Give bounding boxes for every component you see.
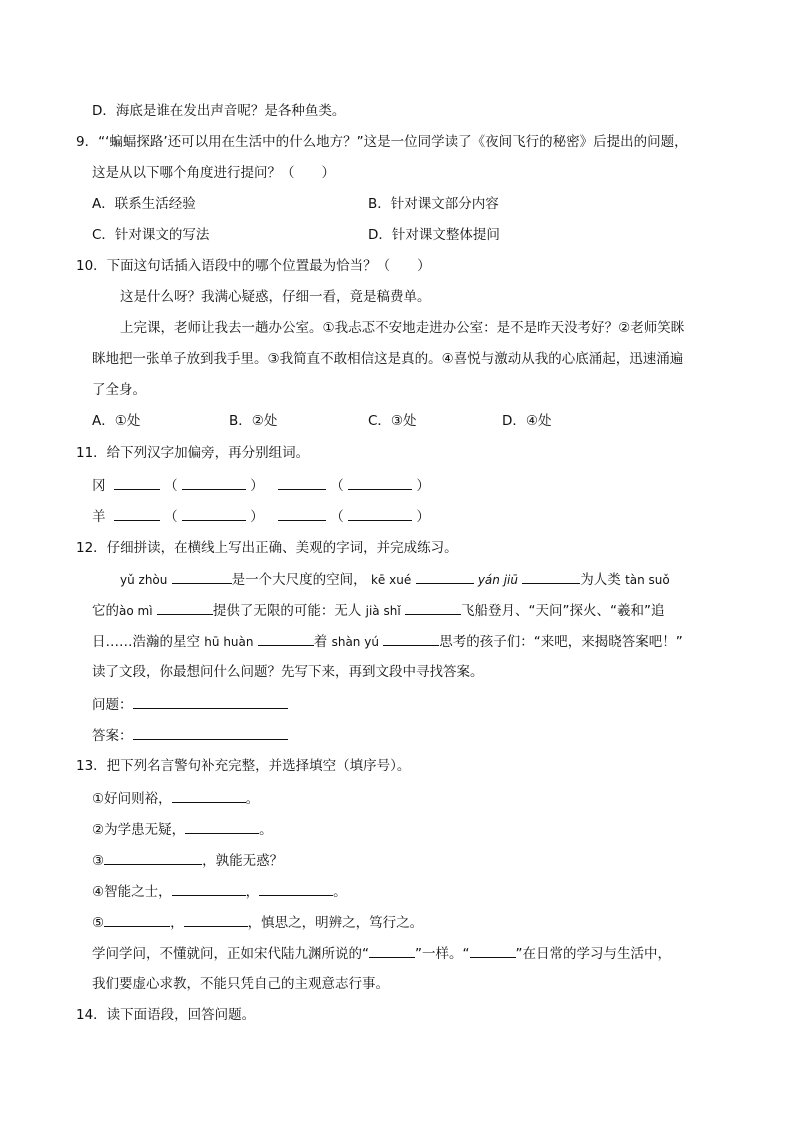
q10-sentence: 这是什么呀？我满心疑惑，仔细一看，竟是稿费单。 [120,289,431,305]
fill-blank[interactable] [470,943,516,958]
fill-blank[interactable] [259,881,333,896]
q11-char-gang: 冈 [92,478,106,494]
q11-radical-blank[interactable] [114,475,160,490]
pinyin-blank[interactable] [383,631,439,646]
fill-blank[interactable] [369,943,415,958]
pinyin-blank[interactable] [157,600,213,615]
q11-word-blank[interactable] [182,506,246,521]
answer-field[interactable] [133,725,288,740]
q13-item-3: ③ ，孰能无惑？ [92,850,283,871]
q8-option-d: D．海底是谁在发出声音呢？是各种鱼类。 [92,103,346,119]
q13-paragraph-line2: 我们要虚心求教，不能只凭自己的主观意志行事。 [92,976,389,992]
q12-passage-line2: 它的ào mì 提供了无限的可能：无人 jià shǐ 飞船登月、“天问”探火、“羲和”追 [92,600,664,621]
q11-radical-blank[interactable] [114,506,160,521]
q11-row-1: 冈 （ ） （ ） [92,475,430,496]
q11-word-blank[interactable] [348,475,412,490]
pinyin-blank[interactable] [405,600,461,615]
q10-option-b: B．②处 [229,413,278,429]
q13-paragraph-line1: 学问学问，不懂就问，正如宋代陆九渊所说的“ ”一样。“ ”在日常的学习与生活中， [92,943,671,964]
q9-option-b: B．针对课文部分内容 [368,196,499,212]
q12-question-row: 问题： [92,694,288,715]
q12-stem: 12．仔细拼读，在横线上写出正确、美观的字词，并完成练习。 [76,540,458,556]
q12-passage-line1: yǔ zhòu 是一个大尺度的空间， kē xué yán jiū 为人类 tàn suǒ [120,569,670,590]
q13-item-2: ②为学患无疑， 。 [92,819,273,840]
q9-stem-line2: 这是从以下哪个角度进行提问？（ ） [92,165,335,181]
q13-item-5: ⑤ ， ，慎思之，明辨之，笃行之。 [92,912,423,933]
q11-word-blank[interactable] [182,475,246,490]
fill-blank[interactable] [185,819,259,834]
q10-option-a: A．①处 [92,413,141,429]
q9-option-c: C．针对课文的写法 [92,227,210,243]
q10-paragraph-line3: 了全身。 [92,382,146,398]
q9-stem-line1: 9．“‘蝙蝠探路’还可以用在生活中的什么地方？”这是一位同学读了《夜间飞行的秘密》后提出的问题， [76,134,688,150]
q11-radical-blank[interactable] [278,506,326,521]
q13-stem: 13．把下列名言警句补充完整，并选择填空（填序号）。 [76,758,411,774]
q11-char-yang: 羊 [92,509,106,525]
q10-option-c: C．③处 [368,413,417,429]
q9-option-d: D．针对课文整体提问 [368,227,500,243]
question-answer-field[interactable] [133,694,288,709]
q9-option-a: A．联系生活经验 [92,196,196,212]
fill-blank[interactable] [172,881,246,896]
q11-radical-blank[interactable] [278,475,326,490]
pinyin-blank[interactable] [522,569,580,584]
q13-item-4: ④智能之士， ， 。 [92,881,347,902]
fill-blank[interactable] [184,912,248,927]
pinyin-blank[interactable] [258,631,314,646]
q11-word-blank[interactable] [348,506,412,521]
q12-instruction: 读了文段，你最想问什么问题？先写下来，再到文段中寻找答案。 [92,664,484,680]
fill-blank[interactable] [104,912,170,927]
q12-answer-row: 答案： [92,725,288,746]
pinyin-blank[interactable] [172,569,232,584]
q11-stem: 11．给下列汉字加偏旁，再分别组词。 [76,445,310,461]
fill-blank[interactable] [172,788,246,803]
q13-item-1: ①好问则裕， 。 [92,788,259,809]
q14-stem: 14．读下面语段，回答问题。 [76,1007,256,1023]
q10-paragraph-line1: 上完课，老师让我去一趟办公室。①我忐忑不安地走进办公室：是不是昨天没考好？②老师笑眯 [120,320,685,336]
q10-option-d: D．④处 [502,413,552,429]
pinyin-blank[interactable] [416,569,474,584]
fill-blank[interactable] [104,850,202,865]
q10-paragraph-line2: 眯地把一张单子放到我手里。③我简直不敢相信这是真的。④喜悦与激动从我的心底涌起，迅速涌遍 [92,351,684,367]
q11-row-2: 羊 （ ） （ ） [92,506,430,527]
q12-passage-line3: 日……浩瀚的星空 hū huàn 着 shàn yú 思考的孩子们：“来吧，来揭晓答案吧！” [92,631,683,652]
q10-stem: 10．下面这句话插入语段中的哪个位置最为恰当？（ ） [76,258,431,274]
